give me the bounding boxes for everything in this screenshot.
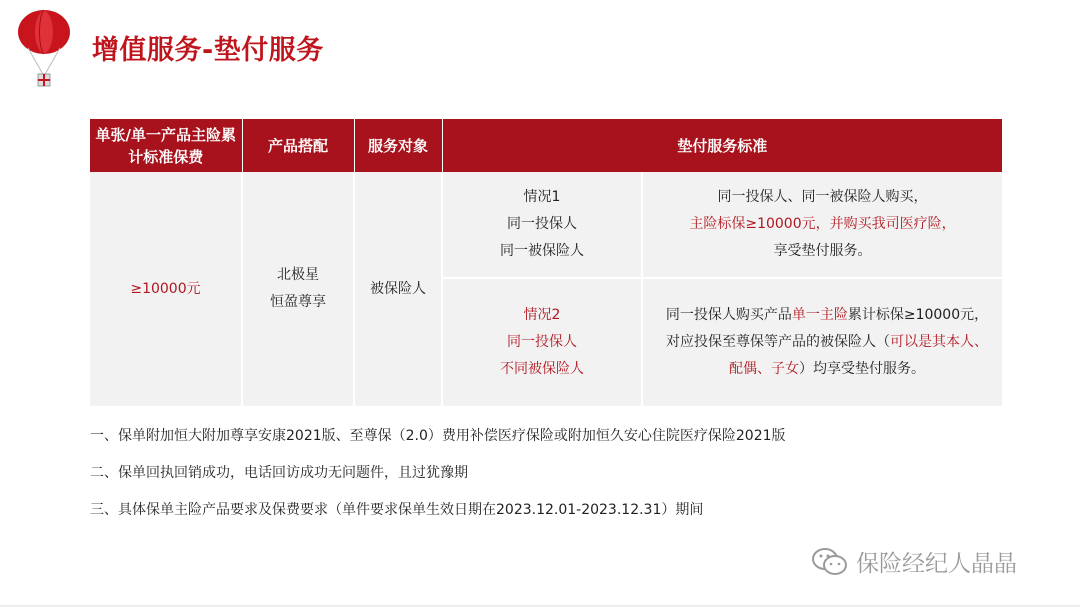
page-title: 增值服务-垫付服务 [92, 35, 324, 66]
case1-insured: 同一被保险人 [500, 243, 584, 259]
table-header-row [90, 119, 1002, 172]
case1-std-line: 同一投保人、同一被保险人购买， [717, 189, 928, 205]
highlight-text: 单一主险 [791, 307, 848, 323]
lantern-logo-icon [14, 6, 74, 94]
header-product: 产品搭配 [242, 119, 354, 172]
text: 对应投保至尊保等产品的被保险人（ [666, 334, 890, 350]
wechat-icon [812, 547, 848, 577]
text: 同一投保人购买产品 [665, 307, 792, 323]
highlight-text: 可以是其本人、 [890, 334, 988, 350]
service-table [90, 119, 1002, 406]
case2-insured: 不同被保险人 [500, 361, 584, 377]
highlight-text: 配偶、子女 [729, 361, 799, 377]
text: ）均享受垫付服务。 [799, 361, 925, 377]
watermark [812, 545, 1017, 578]
product-name: 北极星 [277, 267, 319, 283]
note-item: 三、具体保单主险产品要求及保费要求（单件要求保单生效日期在2023.12.01-2023.12.31）期间 [90, 502, 704, 518]
case1-standard-cell [642, 172, 1002, 278]
case2-std-line [653, 302, 1001, 329]
header-standard: 垫付服务标准 [442, 119, 1002, 172]
case2-holder: 同一投保人 [507, 334, 577, 350]
case2-standard-cell [642, 278, 1002, 406]
header-target: 服务对象 [354, 119, 442, 172]
product-name: 恒盈尊享 [270, 294, 326, 310]
note-item: 一、保单附加恒大附加尊享安康2021版、至尊保（2.0）费用补偿医疗保险或附加恒久安心住院医疗保险2021版 [90, 428, 786, 444]
product-cell [242, 172, 354, 406]
case1-std-line: 主险标保≥10000元，并购买我司医疗险， [689, 216, 956, 232]
notes-list [90, 425, 786, 536]
bottom-divider [0, 605, 1080, 607]
table-row [90, 172, 1002, 278]
case2-cell [442, 278, 642, 406]
case1-label: 情况1 [523, 189, 561, 205]
watermark-text: 保险经纪人晶晶 [856, 551, 1017, 577]
note-item: 二、保单回执回销成功，电话回访成功无问题件，且过犹豫期 [90, 465, 468, 481]
case1-std-line: 享受垫付服务。 [773, 243, 872, 259]
case1-holder: 同一投保人 [507, 216, 577, 232]
target-cell: 被保险人 [354, 172, 442, 406]
header-premium: 单张/单一产品主险累计标准保费 [90, 119, 242, 172]
case2-label: 情况2 [523, 307, 561, 323]
case1-cell [442, 172, 642, 278]
case2-std-line [653, 356, 1001, 383]
text: 累计标保≥10000元， [847, 307, 989, 323]
case2-std-line [653, 329, 1001, 356]
premium-cell: ≥10000元 [90, 172, 242, 406]
